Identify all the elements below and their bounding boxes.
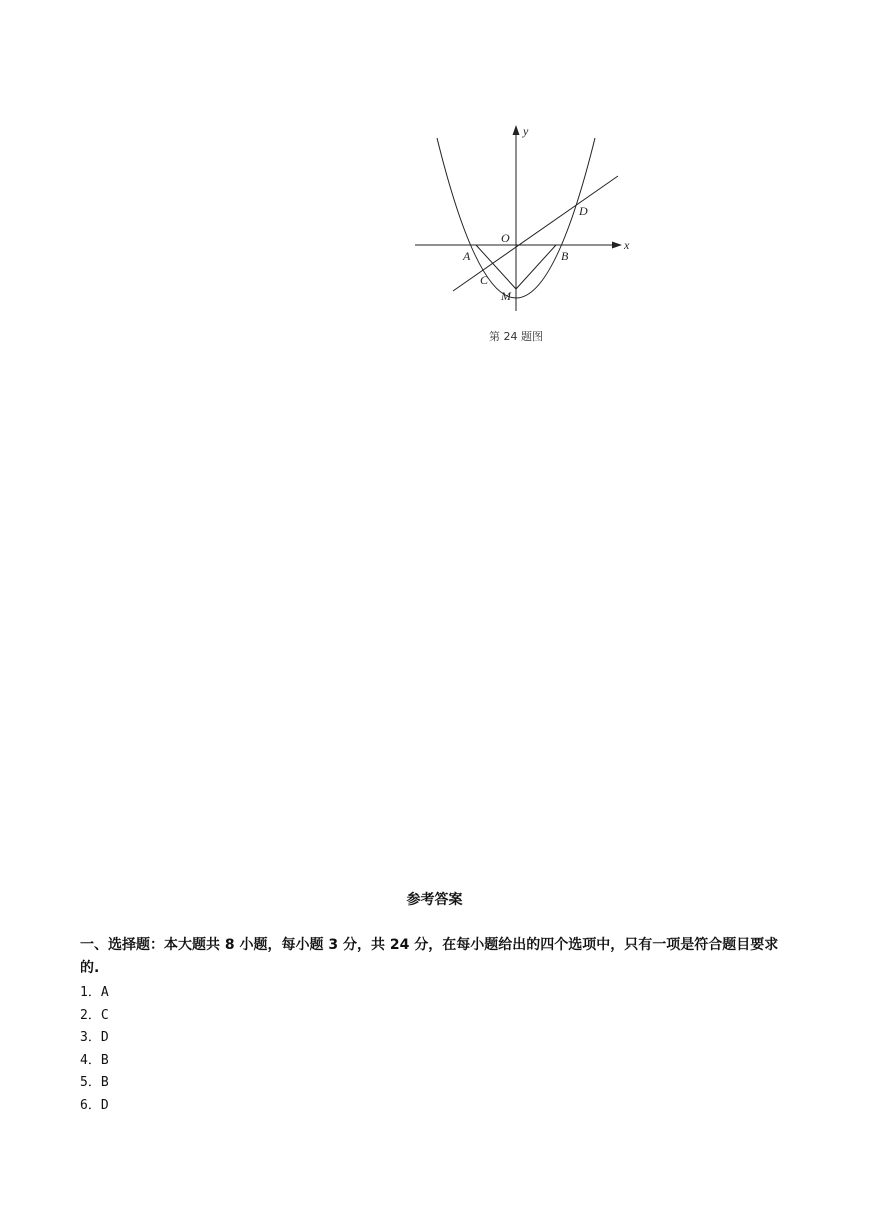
- label-o: O: [501, 231, 510, 245]
- answer-number: 5．: [80, 1075, 101, 1091]
- answer-value: D: [100, 1030, 109, 1046]
- section-heading: 一、选择题：本大题共 8 小题，每小题 3 分，共 24 分，在每小题给出的四个选项中，只有一项是符合题目要求的.: [80, 937, 779, 976]
- y-axis-arrow: [513, 125, 520, 135]
- segment-bm: [516, 245, 556, 289]
- figure-caption: 第 24 题图: [489, 330, 543, 343]
- answer-number: 4．: [80, 1052, 101, 1068]
- figure-svg: [400, 118, 645, 343]
- answer-number: 3．: [80, 1030, 101, 1046]
- answer-item: [80, 1095, 109, 1118]
- answer-value: A: [100, 985, 109, 1000]
- answers-title: 参考答案: [406, 892, 463, 908]
- answer-item: [80, 982, 109, 1005]
- answer-number: 6．: [80, 1097, 101, 1113]
- answer-list: [80, 982, 109, 1118]
- answer-item: [80, 1005, 109, 1028]
- answer-number: 1．: [80, 985, 101, 1000]
- label-m: M: [501, 289, 511, 303]
- label-b: B: [561, 249, 569, 263]
- answer-item: [80, 1072, 109, 1095]
- label-d: D: [579, 204, 588, 218]
- parabola-figure: [400, 118, 645, 343]
- answer-value: D: [100, 1097, 109, 1113]
- answer-value: B: [100, 1052, 109, 1068]
- answer-item: [80, 1027, 109, 1050]
- answer-value: C: [100, 1007, 109, 1023]
- label-c: C: [480, 273, 489, 287]
- label-y: y: [523, 124, 529, 138]
- x-axis-arrow: [612, 242, 622, 249]
- answer-number: 2．: [80, 1007, 101, 1023]
- answer-value: B: [100, 1075, 109, 1091]
- line-cd: [453, 176, 618, 291]
- label-a: A: [463, 249, 471, 263]
- answer-item: [80, 1050, 109, 1073]
- label-x: x: [624, 238, 630, 252]
